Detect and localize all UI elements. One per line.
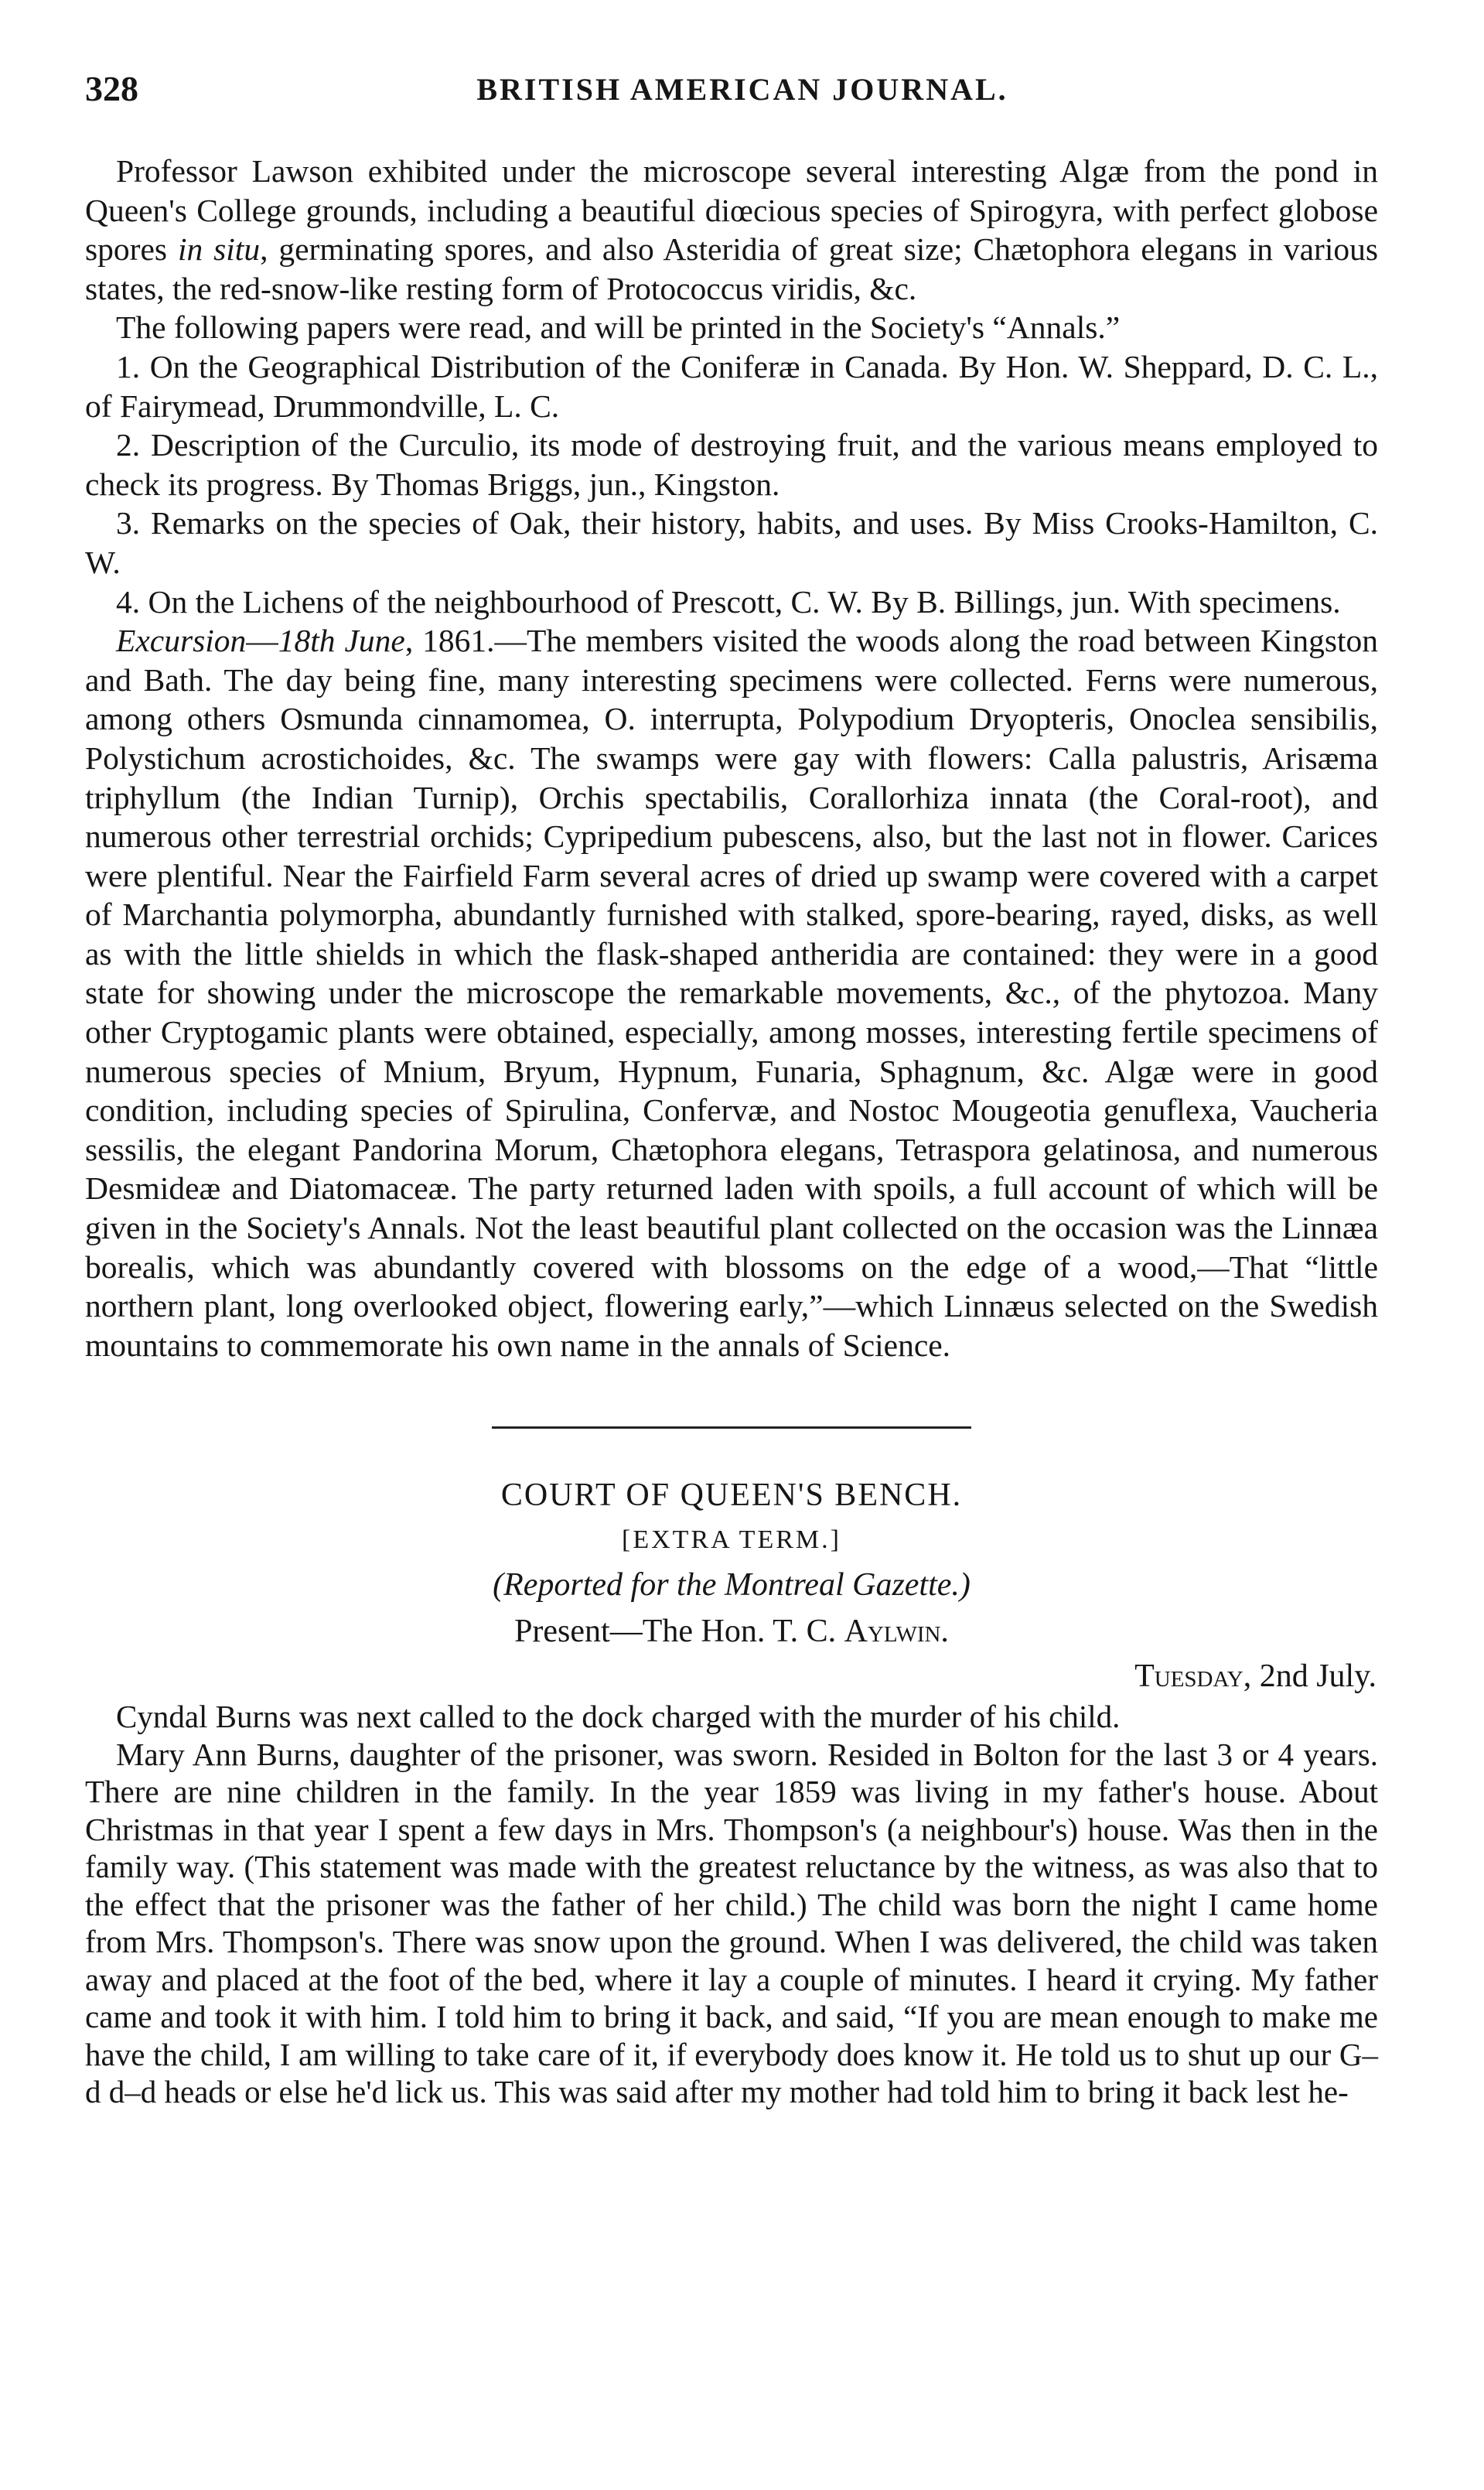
court-reported-line: (Reported for the Montreal Gazette.) [493, 1567, 971, 1604]
court-subtitle: [EXTRA TERM.] [622, 1525, 841, 1555]
excursion-date: 18th June [278, 623, 405, 659]
page-number: 328 [85, 69, 138, 108]
trial-paragraph: Cyndal Burns was next called to the dock charged with the murder of his child. [116, 1699, 1121, 1735]
date-rest: , 2nd July. [1243, 1658, 1377, 1695]
section-divider [492, 1426, 971, 1429]
present-prefix: Present—The Hon. T. C. [514, 1614, 844, 1650]
lawson-text-2: , germinating spores, and also Asteridia of great size; Chætophora elegans in various states, the red-snow-like resting form of Protococcus viridis, &c. [85, 231, 1378, 306]
paper-item: 4. On the Lichens of the neighbourhood of Prescott, C. W. By B. Billings, jun. With specimens. [116, 583, 1341, 620]
lawson-italic: in situ [177, 231, 261, 268]
court-date [85, 1655, 1377, 1698]
trial-paragraph: Mary Ann Burns, daughter of the prisoner, was sworn. Resided in Bolton for the last 3 or 4 years. There are nine children in the family. In the year 1859 was living in my father's house. About Christmas in that year I spent a few days in Mrs. Thompson's (a neighbour's) house. Was then in the family way. (This statement was made with the greatest reluctance by the witness, as was also that to the effect that the prisoner was the father of her child.) The child was born the night I came home from Mrs. Thompson's. There was snow upon the ground. When I was delivered, the child was taken away and placed at the foot of the bed, where it lay a couple of minutes. I heard it crying. My father came and took it with him. I told him to bring it back, and said, “If you are mean enough to make me have the child, I am willing to take care of it, if everybody does know it. He told us to shut up our G–d d–d heads or else he'd lick us. This was said after my mother had told him to bring it back lest he- [85, 1736, 1378, 2110]
excursion-label: Excursion [116, 623, 247, 659]
lawson-text-1: Professor Lawson exhibited under the microscope several interesting Algæ from the pond in Queen's College grounds, including a beautiful diœcious species of Spirogyra, with perfect globose spores [85, 153, 1378, 268]
paper-item: 1. On the Geographical Distribution of the Coniferæ in Canada. By Hon. W. Sheppard, D. C. L., of Fairymead, Drummondville, L. C. [85, 348, 1378, 424]
trial-report [85, 1698, 1378, 2111]
paper-item: 2. Description of the Curculio, its mode of destroying fruit, and the various means employed to check its progress. By Thomas Briggs, jun., Kingston. [85, 427, 1378, 502]
page-body [85, 152, 1378, 2111]
court-present-line [85, 1608, 1378, 1655]
present-judge: Aylwin. [844, 1614, 949, 1650]
date-day: Tuesday [1134, 1658, 1243, 1695]
excursion-dash: — [246, 623, 278, 659]
page-header [85, 68, 1400, 124]
papers-intro: The following papers were read, and will be printed in the Society's “Annals.” [116, 309, 1121, 346]
court-title: COURT OF QUEEN'S BENCH. [500, 1477, 963, 1514]
running-title: BRITISH AMERICAN JOURNAL. [476, 72, 1008, 107]
excursion-paragraph [85, 621, 1378, 1365]
paper-item: 3. Remarks on the species of Oak, their history, habits, and uses. By Miss Crooks-Hamilton, C. W. [85, 505, 1378, 580]
lawson-paragraph [85, 152, 1378, 308]
excursion-text: , 1861.—The members visited the woods along the road between Kingston and Bath. The day being fine, many interesting specimens were collected. Ferns were numerous, among others Osmunda cinnamomea, O. interrupta, Polypodium Dryopteris, Onoclea sensibilis, Polystichum acrostichoides, &c. The swamps were gay with flowers: Calla palustris, Arisæma triphyllum (the Indian Turnip), Orchis spectabilis, Corallorhiza innata (the Coral-root), and numerous other terrestrial orchids; Cypripedium pubescens, also, but the last not in flower. Carices were plentiful. Near the Fairfield Farm several acres of dried up swamp were covered with a carpet of Marchantia polymorpha, abundantly furnished with stalked, spore-bearing, rayed, disks, as well as with the little shields in which the flask-shaped antheridia are contained: they were in a good state for showing under the microscope the remarkable movements, &c., of the phytozoa. Many other Cryptogamic plants were obtained, especially, among mosses, interesting fertile specimens of numerous species of Mnium, Bryum, Hypnum, Funaria, Sphagnum, &c. Algæ were in good condition, including species of Spirulina, Confervæ, and Nostoc Mougeotia genuflexa, Vaucheria sessilis, the elegant Pandorina Morum, Chætophora elegans, Tetraspora gelatinosa, and numerous Desmideæ and Diatomaceæ. The party returned laden with spoils, a full account of which will be given in the Society's Annals. Not the least beautiful plant collected on the occasion was the Linnæa borealis, which was abundantly covered with blossoms on the edge of a wood,—That “little northern plant, long overlooked object, flowering early,”—which Linnæus selected on the Swedish mountains to commemorate his own name in the annals of Science. [85, 623, 1379, 1363]
